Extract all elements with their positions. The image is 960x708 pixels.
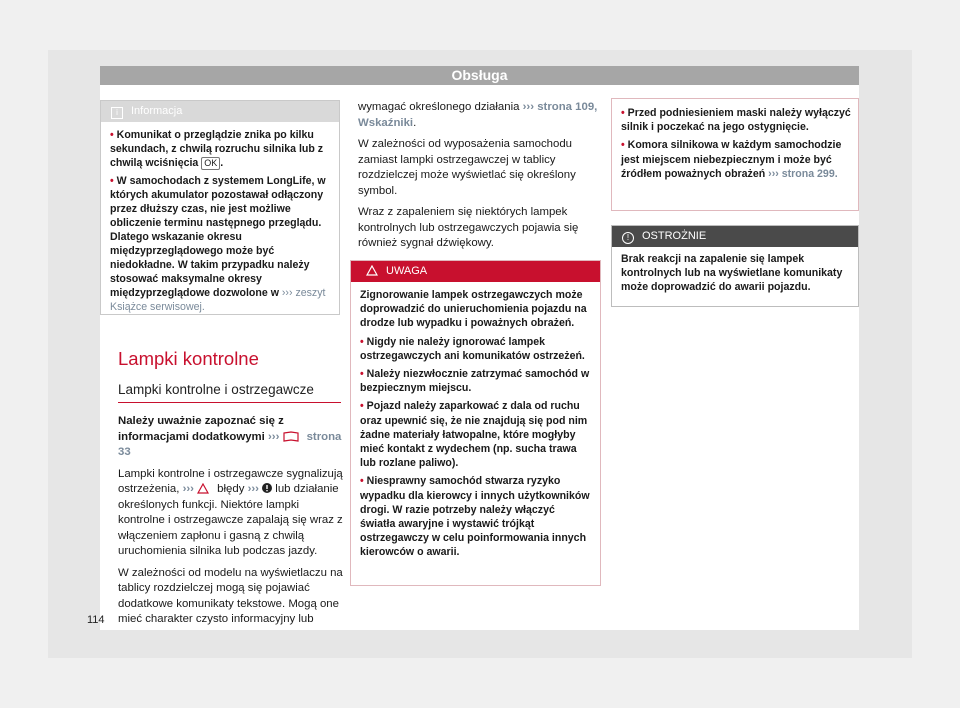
ref-arrow-icon: ››› [268, 430, 280, 443]
caution-box-header [612, 226, 858, 247]
paragraph: W zależności od modelu na wyświetlaczu na tablicy rozdzielczej mogą się pojawiać dodatkowe komunikaty tekstowe. Mogą one mieć charakter czysto informacyjny lub [118, 566, 343, 625]
warning-item: • Komora silnikowa w każdym samochodzie jest miejscem niebezpiecznym i może być źródłem poważnych obrażeń ››› strona 299. [621, 139, 842, 180]
warning-intro: Zignorowanie lampek ostrzegawczych może doprowadzić do unieruchomienia pojazdu na drodze lub wypadku i poważnych obrażeń. [360, 289, 587, 330]
info-icon: i [111, 107, 123, 119]
warning-body [351, 282, 600, 560]
info-box-header [101, 101, 339, 122]
ref-arrow-icon: ››› [281, 287, 293, 299]
warning-body [612, 99, 858, 181]
intro-text: Należy uważnie zapoznać się z informacjami dodatkowymi [118, 415, 284, 443]
warning-item-text: Nigdy nie należy ignorować lampek ostrzegawczych ani komunikatów ostrzeżeń. [360, 335, 585, 362]
section-heading: Lampki kontrolne [118, 348, 259, 369]
service-book-link[interactable]: zeszyt Książce serwisowej. [110, 287, 326, 313]
info-item-text: W samochodach z systemem LongLife, w których akumulator pozostawał odłączony przez dłuższy czas, nie jest możliwe obliczenie terminu następnego przeglądu. Dlatego wskazanie okresu międzyprzeglądowego może być niedokładne. W takim przypadku należy stosować maksymalne okresy międzyprzeglądowe dozwolone w [110, 175, 326, 299]
info-item-text: Komunikat o przeglądzie znika po kilku sekundach, z chwilą rozruchu silnika lub z chwilą wciśnięcia [110, 129, 324, 169]
column-left-text [118, 414, 344, 634]
page-109-link[interactable]: strona 109, Wskaźniki [358, 101, 598, 129]
warning-triangle-icon [366, 265, 378, 276]
section-subheading: Lampki kontrolne i ostrzegawcze [118, 382, 314, 397]
info-box-title: Informacja [131, 105, 183, 117]
info-box [100, 100, 340, 315]
paragraph [118, 467, 344, 560]
warning-continuation-box [611, 98, 859, 211]
caution-text: Brak reakcji na zapalenie się lampek kontrolnych lub na wyświetlane komunikaty może doprowadzić do awarii pojazdu. [621, 253, 843, 294]
ok-key-icon: OK [201, 157, 220, 170]
book-icon [283, 431, 299, 442]
warning-item-text: Komora silnikowa w każdym samochodzie jest miejscem niebezpiecznym i może być źródłem poważnych obrażeń [621, 139, 842, 180]
warning-box [350, 260, 601, 586]
ref-arrow-icon: ››› [522, 101, 535, 113]
warning-item-text: Należy niezwłocznie zatrzymać samochód w bezpiecznym miejscu. [360, 368, 590, 395]
warning-box-header [351, 261, 600, 282]
caution-box [611, 225, 859, 307]
paragraph-text: lub działanie określonych funkcji. Niektóre lampki kontrolne i ostrzegawcze zapalają się wraz z włączeniem zapłonu i gasną z chwilą uruchomienia silnika lub podczas jazdy. [118, 483, 343, 557]
warning-item: • Należy niezwłocznie zatrzymać samochód w bezpiecznym miejscu. [360, 368, 590, 395]
ref-arrow-icon: ››› [182, 483, 194, 495]
exclamation-circle-icon: ! [622, 232, 634, 244]
ref-arrow-icon: ››› [768, 167, 779, 180]
page-299-link[interactable]: strona 299. [781, 167, 838, 180]
column-middle-text [358, 100, 600, 258]
paragraph-text: błędy [217, 483, 245, 495]
paragraph-text: wymagać określonego działania [358, 101, 520, 113]
caution-title: OSTROŻNIE [642, 230, 707, 242]
heading-divider [118, 402, 341, 403]
page-number: 114 [87, 614, 105, 626]
exclamation-circle-icon [262, 483, 272, 493]
warning-item: • Nigdy nie należy ignorować lampek ostrzegawczych ani komunikatów ostrzeżeń. [360, 335, 585, 362]
warning-item-text: Niesprawny samochód stwarza ryzyko wypadku dla kierowcy i innych użytkowników drogi. W razie potrzeby należy włączyć światła awaryjne i wystawić trójkąt ostrzegawczy w celu poinformowania innych kierowców o awarii. [360, 475, 590, 559]
page-33-link[interactable]: strona 33 [118, 430, 342, 458]
paragraph: Wraz z zapaleniem się niektórych lampek kontrolnych lub ostrzegawczych pojawia się również sygnał dźwiękowy. [358, 206, 579, 249]
warning-item: • Niesprawny samochód stwarza ryzyko wypadku dla kierowcy i innych użytkowników drogi. W razie potrzeby należy włączyć światła awaryjne i wystawić trójkąt ostrzegawczy w celu poinformowania innych kierowców o awarii. [360, 475, 590, 559]
info-list [101, 128, 339, 314]
warning-triangle-icon [197, 483, 209, 494]
warning-item-text: Pojazd należy zaparkować z dala od ruchu oraz upewnić się, że nie znajdują się pod nim żadne materiały łatwopalne, które mogłyby mieć kontakt z wydechem (np. sucha trawa lub rozlane paliwo). [360, 400, 588, 470]
info-item: • W samochodach z systemem LongLife, w których akumulator pozostawał odłączony przez dłuższy czas, nie jest możliwe obliczenie terminu następnego przeglądu. Dlatego wskazanie okresu międzyprzeglądowego może być niedokładne. W takim przypadku należy stosować maksymalne okresy międzyprzeglądowe dozwolone w ››› zeszyt Książce serwisowej. [110, 175, 326, 313]
warning-item-text: Przed podniesieniem maski należy wyłączyć silnik i poczekać na jego ostygnięcie. [621, 107, 851, 134]
ref-arrow-icon: ››› [247, 483, 259, 495]
warning-item: • Przed podniesieniem maski należy wyłączyć silnik i poczekać na jego ostygnięcie. [621, 107, 851, 134]
intro-paragraph [118, 414, 344, 461]
paragraph: W zależności od wyposażenia samochodu zamiast lampki ostrzegawczej w tablicy rozdzielczej może wyświetlać się określony symbol. [358, 138, 576, 197]
info-item: • Komunikat o przeglądzie znika po kilku sekundach, z chwilą rozruchu silnika lub z chwilą wciśnięcia OK . [110, 129, 324, 169]
paragraph: wymagać określonego działania ››› strona 109, Wskaźniki. [358, 101, 598, 129]
page-header: Obsługa [100, 66, 859, 85]
warning-item: • Pojazd należy zaparkować z dala od ruchu oraz upewnić się, że nie znajdują się pod nim żadne materiały łatwopalne, które mogłyby mieć kontakt z wydechem (np. sucha trawa lub rozlane paliwo). [360, 400, 588, 470]
paragraph-text: Lampki kontrolne i ostrzegawcze sygnalizują ostrzeżenia, [118, 467, 343, 495]
warning-title: UWAGA [386, 265, 428, 277]
